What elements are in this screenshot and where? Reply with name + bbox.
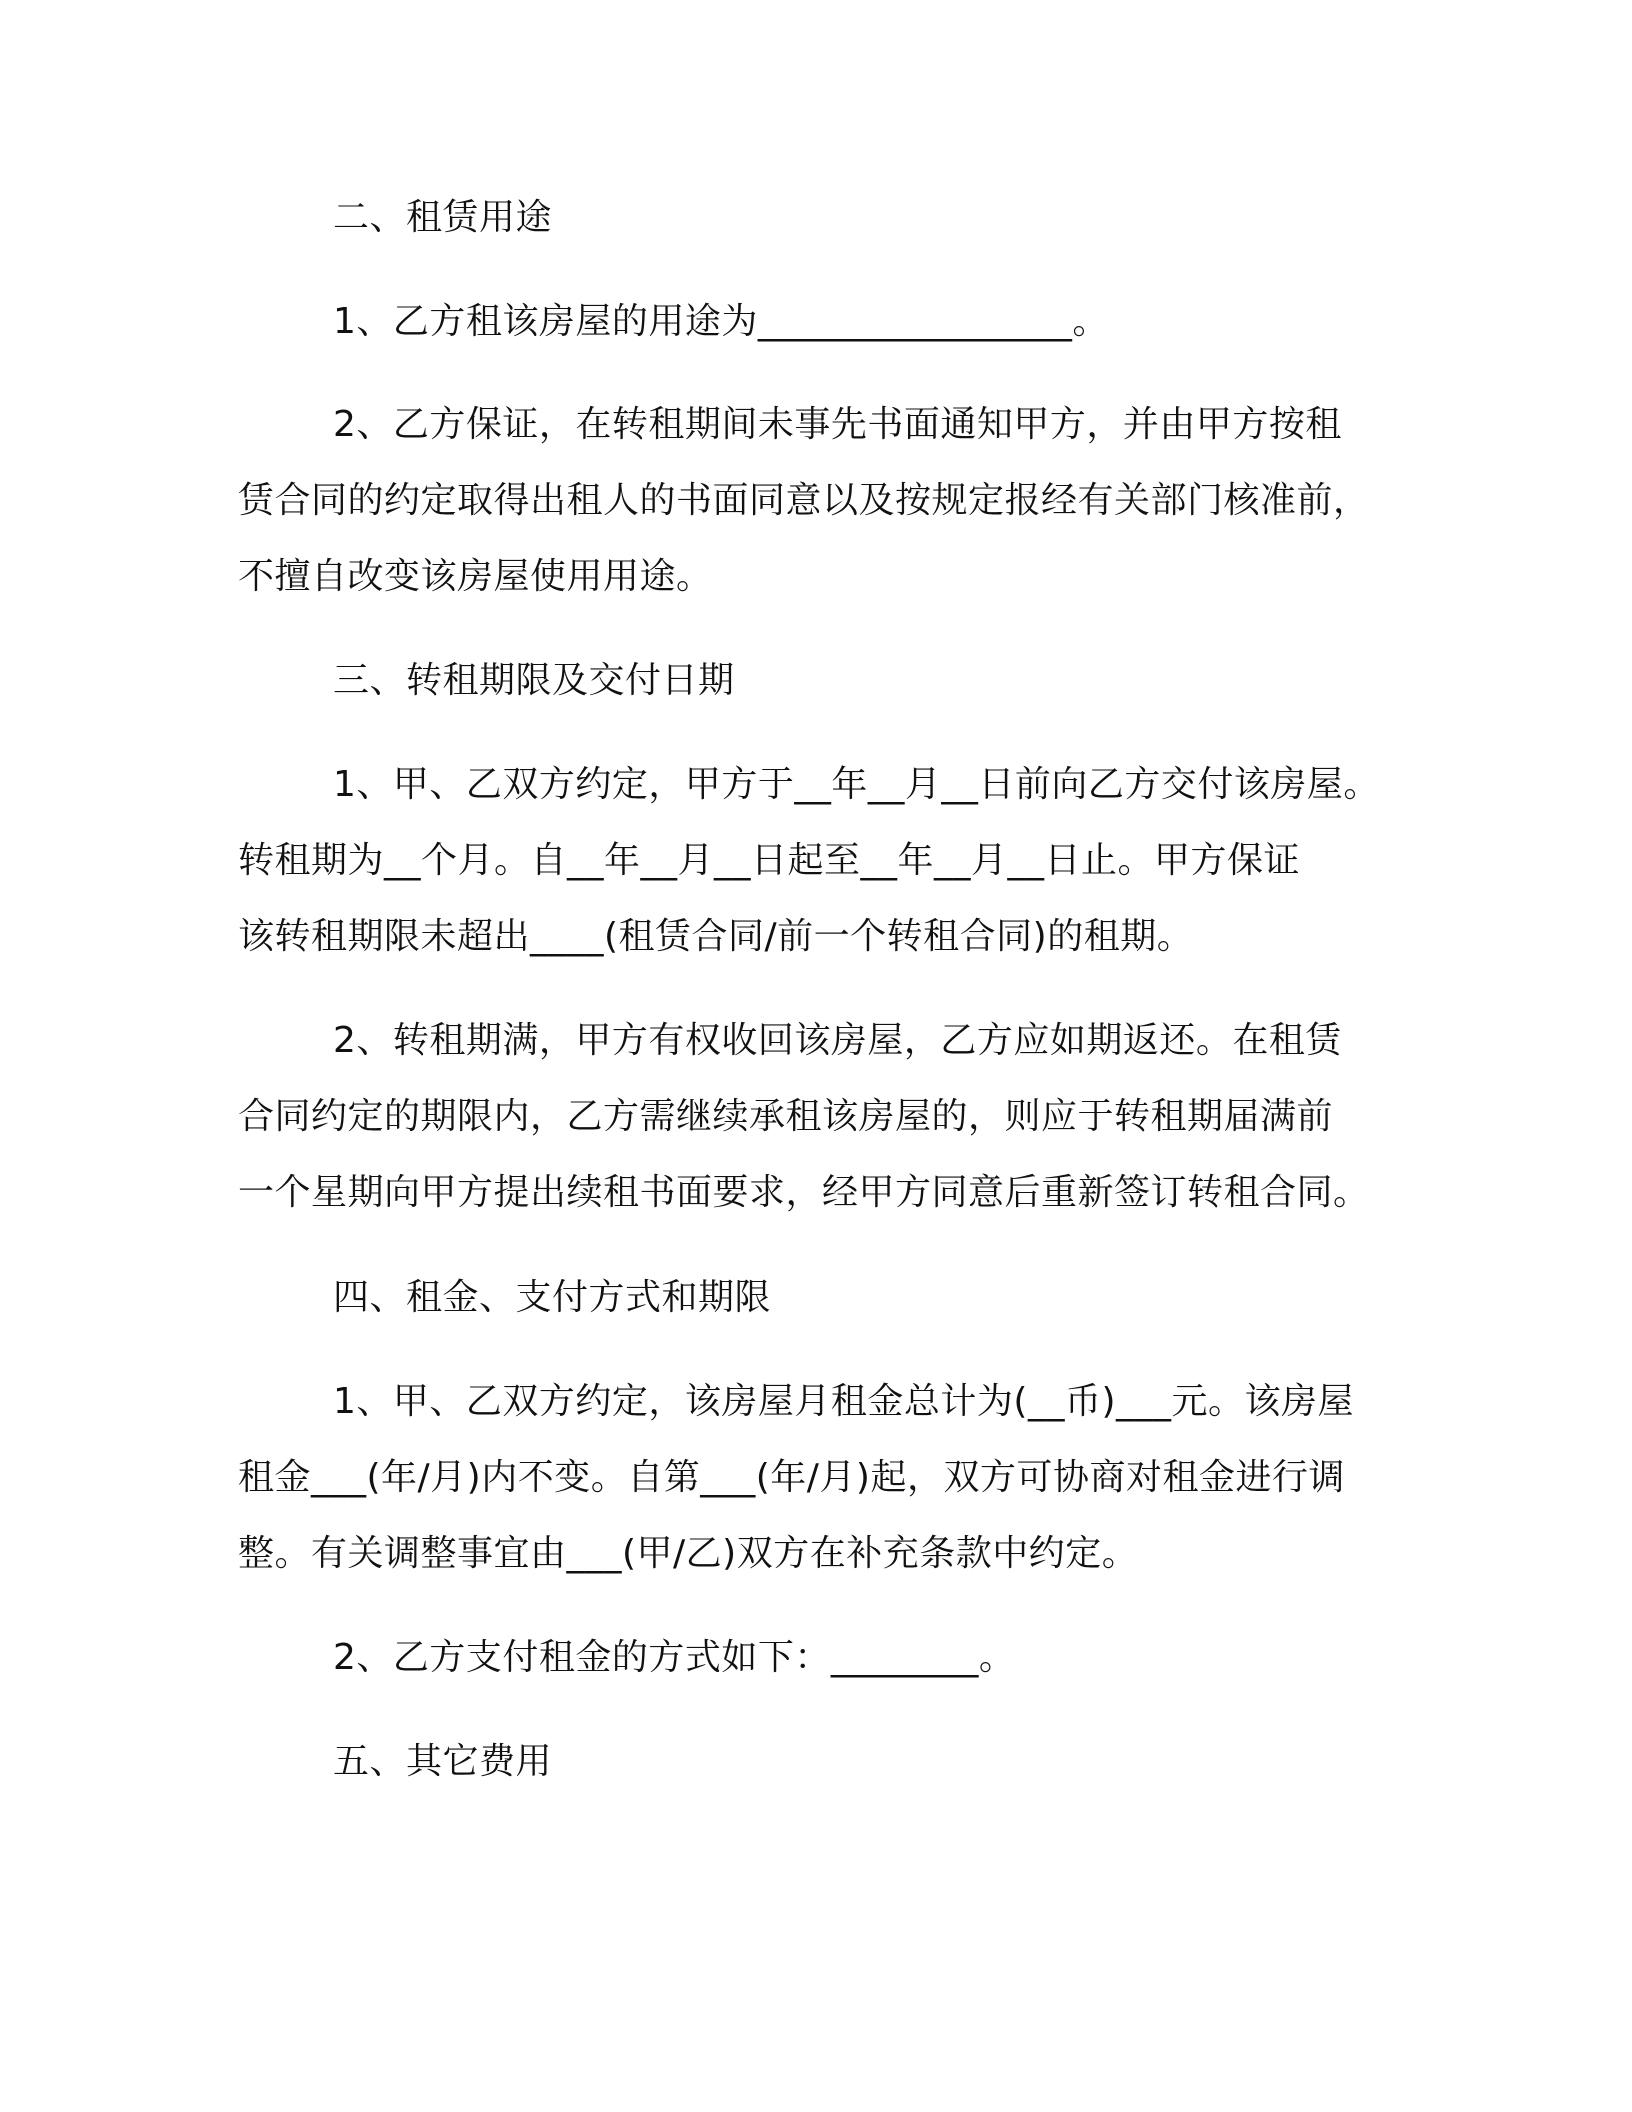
clause-term-dates-line1: 1、甲、乙双方约定，甲方于__年__月__日前向乙方交付该房屋。: [333, 764, 1380, 805]
clause-term-renewal-line2: 合同约定的期限内，乙方需继续承租该房屋的，则应于转租期届满前: [238, 1096, 1334, 1137]
clause-usage-guarantee-line3: 不擅自改变该房屋使用用途。: [238, 556, 713, 597]
section-heading-term: 三、转租期限及交付日期: [333, 660, 735, 701]
section-heading-rent: 四、租金、支付方式和期限: [333, 1277, 772, 1318]
section-heading-other-fees: 五、其它费用: [333, 1741, 553, 1782]
clause-rent-amount-line2: 租金___(年/月)内不变。自第___(年/月)起，双方可协商对租金进行调: [238, 1457, 1345, 1498]
clause-term-dates-line2: 转租期为__个月。自__年__月__日起至__年__月__日止。甲方保证: [238, 840, 1301, 881]
clause-term-dates-line3: 该转租期限未超出____(租赁合同/前一个转租合同)的租期。: [238, 916, 1194, 957]
section-heading-usage: 二、租赁用途: [333, 197, 553, 238]
clause-rent-amount-line1: 1、甲、乙双方约定，该房屋月租金总计为(__币)___元。该房屋: [333, 1381, 1354, 1422]
clause-rent-amount-line3: 整。有关调整事宜由___(甲/乙)双方在补充条款中约定。: [238, 1533, 1139, 1574]
clause-term-renewal-line3: 一个星期向甲方提出续租书面要求，经甲方同意后重新签订转租合同。: [238, 1172, 1370, 1213]
clause-usage-guarantee-line1: 2、乙方保证，在转租期间未事先书面通知甲方，并由甲方按租: [333, 404, 1342, 445]
clause-usage-guarantee-line2: 赁合同的约定取得出租人的书面同意以及按规定报经有关部门核准前，: [238, 480, 1370, 521]
clause-rent-payment-method: 2、乙方支付租金的方式如下：________。: [333, 1637, 1016, 1678]
clause-usage-purpose: 1、乙方租该房屋的用途为_________________。: [333, 301, 1109, 342]
clause-term-renewal-line1: 2、转租期满，甲方有权收回该房屋，乙方应如期返还。在租赁: [333, 1020, 1342, 1061]
